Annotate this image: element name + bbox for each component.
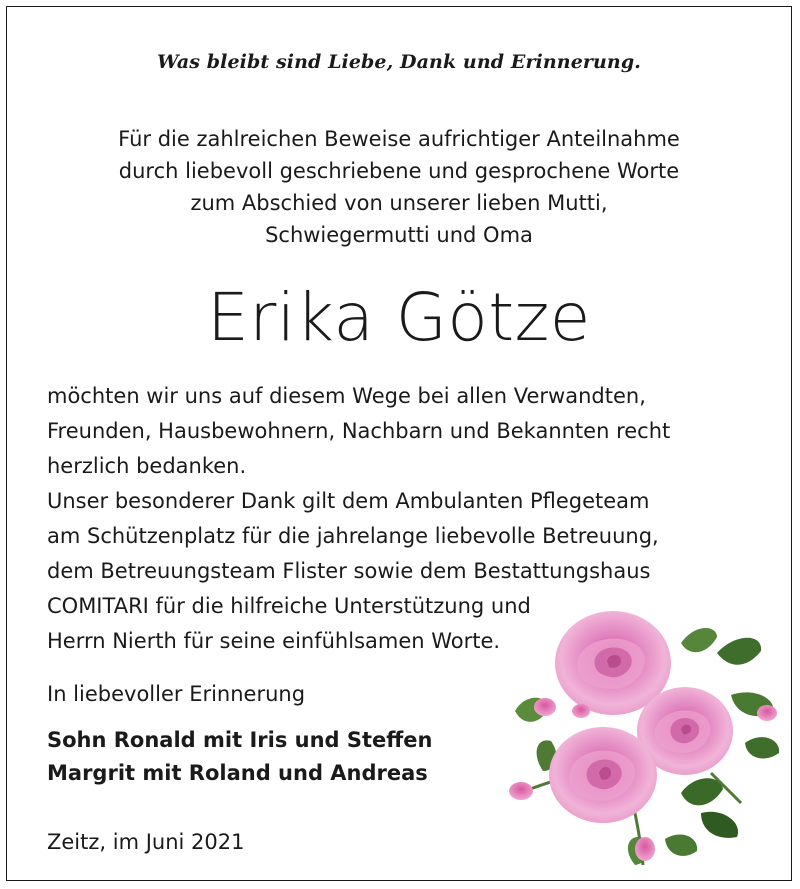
body-line: dem Betreuungsteam Flister sowie dem Bestattungshaus [47,559,651,583]
body-line: am Schützenplatz für die jahrelange liebevolle Betreuung, [47,524,659,548]
family-line: Sohn Ronald mit Iris und Steffen [47,728,433,752]
body-line: COMITARI für die hilfreiche Unterstützung und [47,594,531,618]
family-line: Margrit mit Roland und Andreas [47,761,428,785]
roses-image [485,603,792,881]
body-line: Unser besonderer Dank gilt dem Ambulanten Pflegeteam [47,489,650,513]
body-line: herzlich bedanken. [47,454,247,478]
rose-bottom [549,727,657,823]
intro-line: Schwiegermutti und Oma [265,223,533,247]
intro-line: Für die zahlreichen Beweise aufrichtiger Anteilnahme [118,127,680,151]
body-line: möchten wir uns auf diesem Wege bei allen Verwandten, [47,384,646,408]
deceased-name: Erika Götze [207,279,591,356]
notice-frame [6,6,792,881]
motto: Was bleibt sind Liebe, Dank und Erinnerung. [157,51,641,73]
family-signature [47,724,433,790]
body-line: Herrn Nierth für seine einfühlsamen Worte. [47,629,501,653]
closing-phrase: In liebevoller Erinnerung [47,682,306,706]
intro-text [7,123,791,251]
place-date: Zeitz, im Juni 2021 [47,830,245,854]
body-line: Freunden, Hausbewohnern, Nachbarn und Bekannten recht [47,419,671,443]
intro-line: durch liebevoll geschriebene und gesprochene Worte [118,159,680,183]
intro-line: zum Abschied von unserer lieben Mutti, [190,191,608,215]
